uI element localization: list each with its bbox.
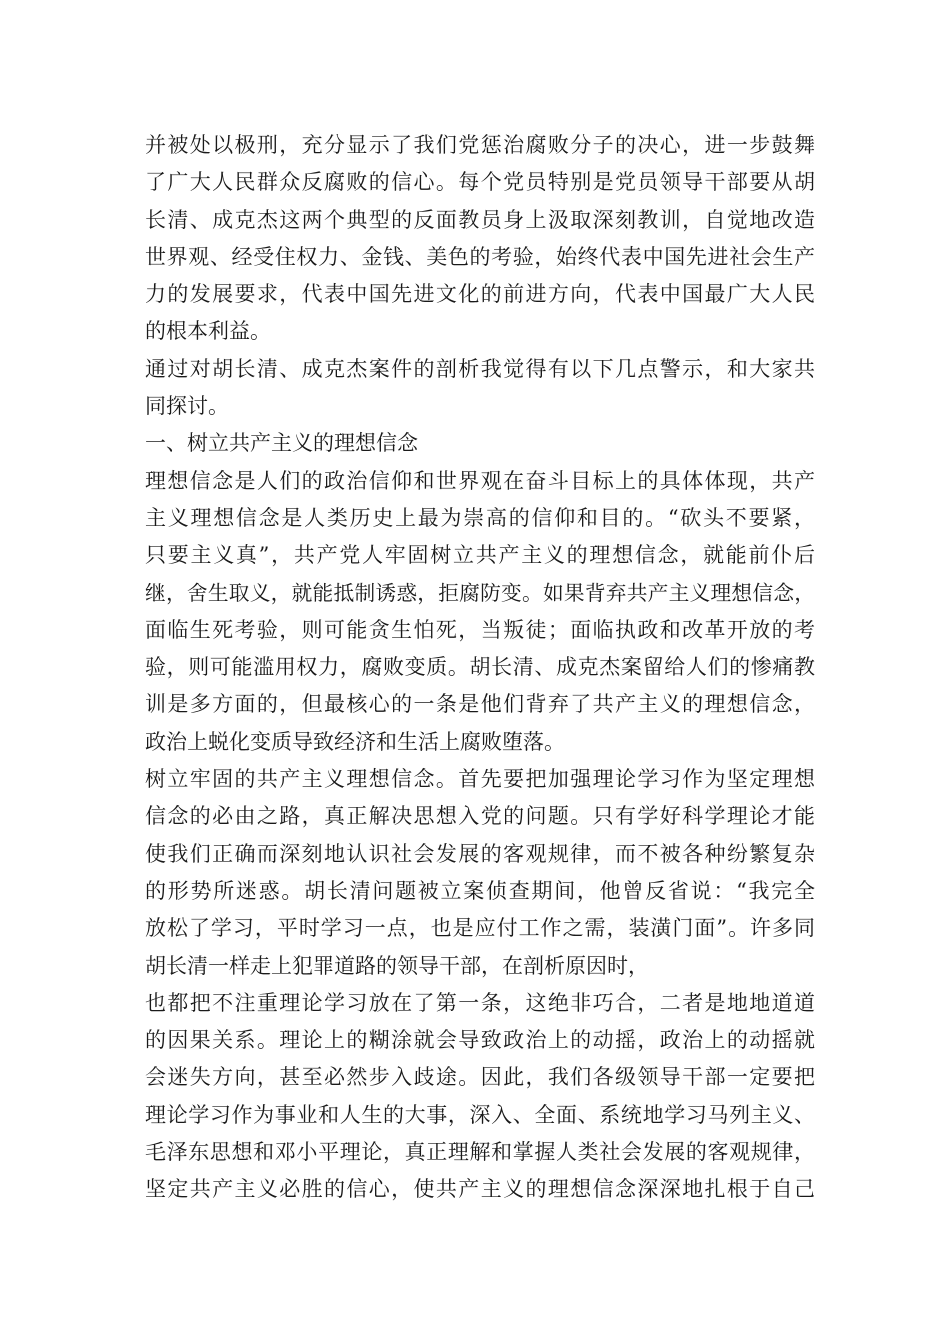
text-line: 面临生死考验，则可能贪生怕死，当叛徒；面临执政和改革开放的考 — [145, 617, 815, 642]
text-line: 继，舍生取义，就能抵制诱惑，拒腐防变。如果背弃共产主义理想信念， — [145, 580, 815, 605]
text-line: 毛泽东思想和邓小平理论，真正理解和掌握人类社会发展的客观规律， — [145, 1140, 815, 1165]
text-line: 的根本利益。 — [145, 319, 271, 344]
text-line: 树立牢固的共产主义理想信念。首先要把加强理论学习作为坚定理想 — [145, 767, 815, 792]
text-line: 只要主义真”，共产党人牢固树立共产主义的理想信念，就能前仆后 — [145, 543, 815, 568]
text-line: 通过对胡长清、成克杰案件的剖析我觉得有以下几点警示，和大家共 — [145, 356, 815, 381]
text-line: 主义理想信念是人类历史上最为崇高的信仰和目的。“砍头不要紧， — [145, 505, 815, 530]
text-line: 验，则可能滥用权力，腐败变质。胡长清、成克杰案留给人们的惨痛教 — [145, 655, 815, 680]
text-line: 同探讨。 — [145, 394, 229, 419]
text-line: 长清、成克杰这两个典型的反面教员身上汲取深刻教训，自觉地改造 — [145, 207, 815, 232]
text-line: 坚定共产主义必胜的信心，使共产主义的理想信念深深地扎根于自己 — [145, 1177, 815, 1202]
text-line: 了广大人民群众反腐败的信心。每个党员特别是党员领导干部要从胡 — [145, 170, 815, 195]
text-line: 训是多方面的，但最核心的一条是他们背弃了共产主义的理想信念， — [145, 692, 815, 717]
text-line: 世界观、经受住权力、金钱、美色的考验，始终代表中国先进社会生产 — [145, 244, 815, 269]
text-line: 理想信念是人们的政治信仰和世界观在奋斗目标上的具体体现，共产 — [145, 468, 815, 493]
body-text — [145, 127, 815, 1209]
text-line: 信念的必由之路，真正解决思想入党的问题。只有学好科学理论才能 — [145, 804, 815, 829]
text-line: 使我们正确而深刻地认识社会发展的客观规律，而不被各种纷繁复杂 — [145, 841, 815, 866]
text-line: 政治上蜕化变质导致经济和生活上腐败堕落。 — [145, 729, 565, 754]
text-line: 会迷失方向，甚至必然步入歧途。因此，我们各级领导干部一定要把 — [145, 1065, 815, 1090]
text-line: 的因果关系。理论上的糊涂就会导致政治上的动摇，政治上的动摇就 — [145, 1028, 815, 1053]
text-line: 也都把不注重理论学习放在了第一条，这绝非巧合，二者是地地道道 — [145, 990, 815, 1015]
text-line: 一、树立共产主义的理想信念 — [145, 431, 418, 456]
text-line: 的形势所迷惑。胡长清问题被立案侦查期间，他曾反省说：“我完全 — [145, 878, 815, 903]
text-line: 并被处以极刑，充分显示了我们党惩治腐败分子的决心，进一步鼓舞 — [145, 133, 815, 157]
text-line: 胡长清一样走上犯罪道路的领导干部，在剖析原因时， — [145, 953, 649, 978]
text-line: 放松了学习，平时学习一点，也是应付工作之需，装潢门面”。许多同 — [145, 916, 815, 941]
text-line: 力的发展要求，代表中国先进文化的前进方向，代表中国最广大人民 — [145, 282, 815, 307]
text-line: 理论学习作为事业和人生的大事，深入、全面、系统地学习马列主义、 — [145, 1102, 815, 1127]
